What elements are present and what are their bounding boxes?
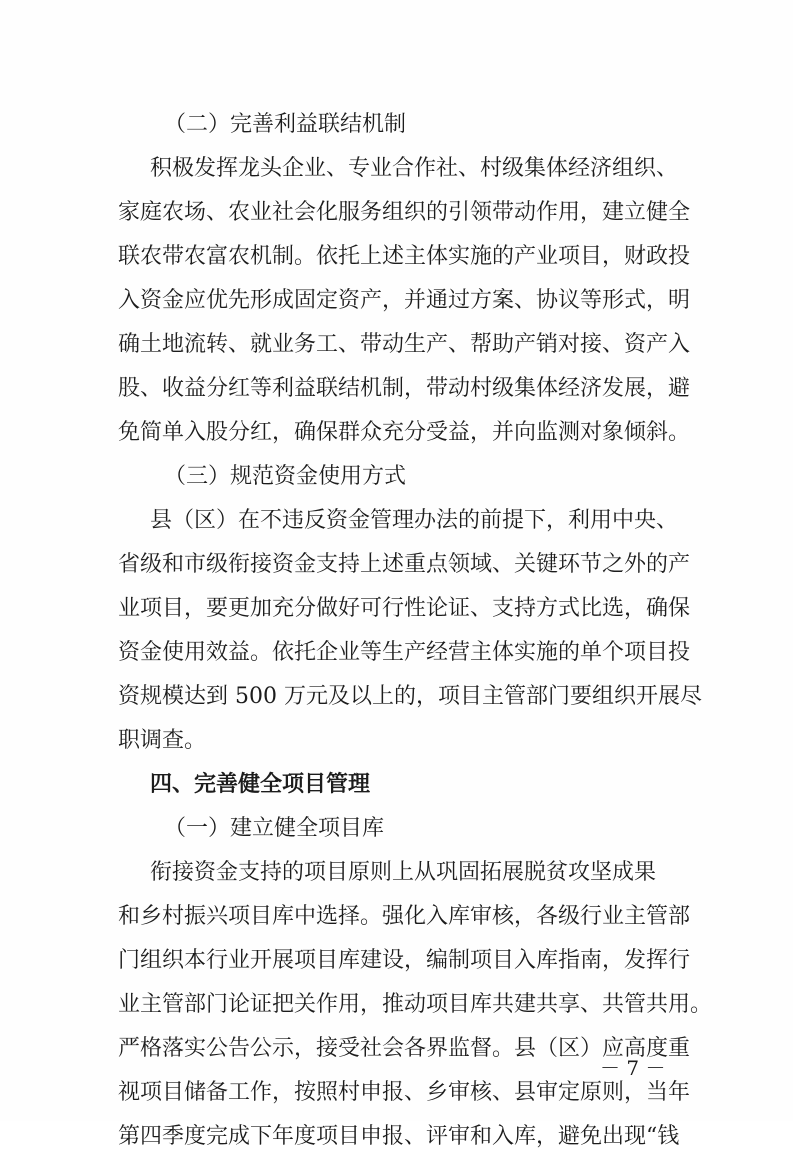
- paragraph-line: 股、收益分红等利益联结机制，带动村级集体经济发展，避: [118, 376, 691, 401]
- paragraph-line: 省级和市级衔接资金支持上述重点领域、关键环节之外的产: [118, 552, 691, 577]
- paragraph-line: 严格落实公告公示，接受社会各界监督。县（区）应高度重: [118, 1036, 691, 1061]
- subheading-3: （三）规范资金使用方式: [164, 464, 407, 489]
- paragraph-line: 和乡村振兴项目库中选择。强化入库审核，各级行业主管部: [118, 904, 691, 929]
- paragraph-line: 免简单入股分红，确保群众充分受益，并向监测对象倾斜。: [118, 420, 691, 445]
- paragraph-line: 资规模达到 500 万元及以上的，项目主管部门要组织开展尽: [118, 684, 702, 709]
- paragraph-line: 业主管部门论证把关作用，推动项目库共建共享、共管共用。: [118, 992, 713, 1017]
- paragraph-line: 门组织本行业开展项目库建设，编制项目入库指南，发挥行: [118, 948, 691, 973]
- paragraph-line: 家庭农场、农业社会化服务组织的引领带动作用，建立健全: [118, 200, 691, 225]
- paragraph-line: 业项目，要更加充分做好可行性论证、支持方式比选，确保: [118, 596, 691, 621]
- paragraph-line: 联农带农富农机制。依托上述主体实施的产业项目，财政投: [118, 244, 691, 269]
- paragraph-line: 视项目储备工作，按照村申报、乡审核、县审定原则，当年: [118, 1080, 691, 1105]
- paragraph-line: 入资金应优先形成固定资产，并通过方案、协议等形式，明: [118, 288, 691, 313]
- paragraph-line: 第四季度完成下年度项目申报、评审和入库，避免出现“钱: [118, 1124, 680, 1149]
- paragraph-line: 县（区）在不违反资金管理办法的前提下，利用中央、: [150, 508, 679, 533]
- paragraph-line: 资金使用效益。依托企业等生产经营主体实施的单个项目投: [118, 640, 691, 665]
- paragraph-line: 职调查。: [118, 728, 207, 753]
- section-heading-4: 四、完善健全项目管理: [150, 772, 371, 797]
- paragraph-line: 积极发挥龙头企业、专业合作社、村级集体经济组织、: [150, 156, 679, 181]
- subheading-2: （二）完善利益联结机制: [164, 112, 407, 137]
- page-number: － 7 －: [600, 1056, 666, 1080]
- subheading-1: （一）建立健全项目库: [164, 816, 385, 841]
- paragraph-line: 确土地流转、就业务工、带动生产、帮助产销对接、资产入: [118, 332, 691, 357]
- paragraph-line: 衔接资金支持的项目原则上从巩固拓展脱贫攻坚成果: [150, 860, 657, 885]
